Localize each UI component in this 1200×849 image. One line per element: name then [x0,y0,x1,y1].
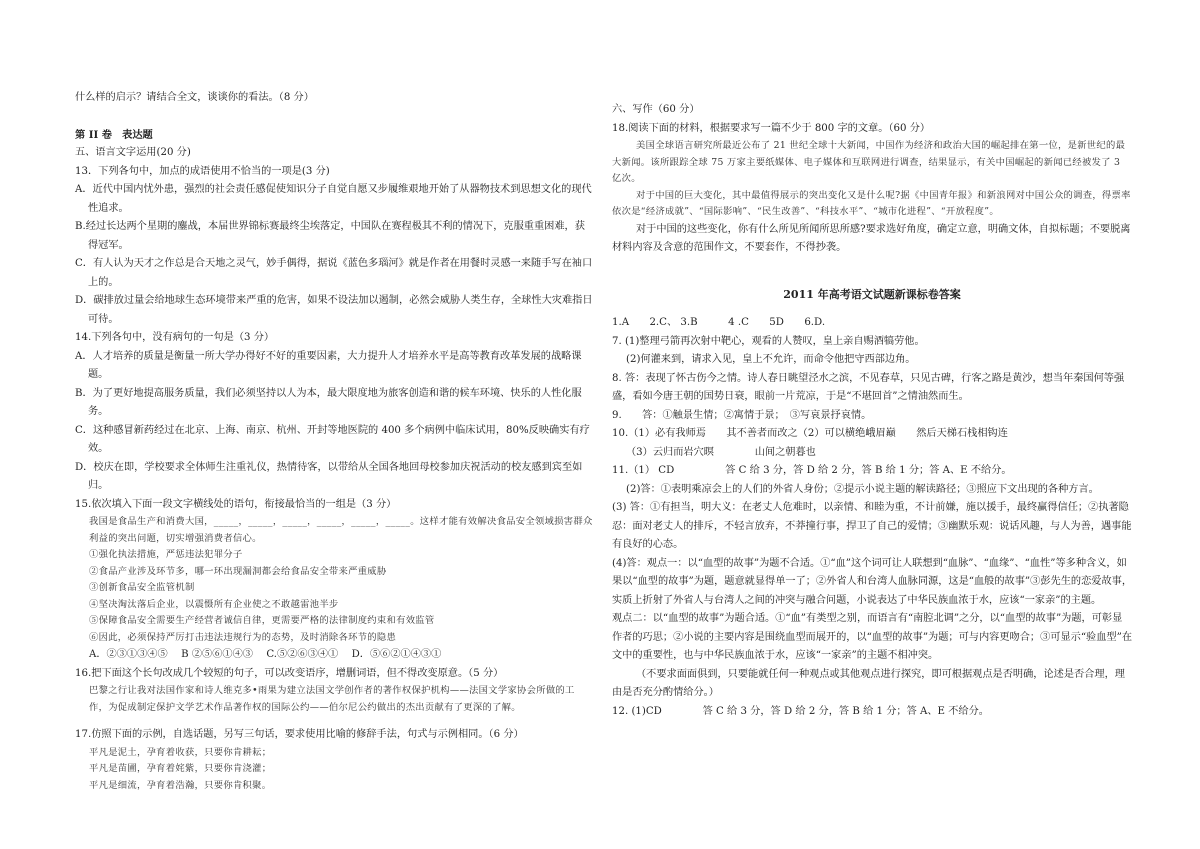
text-line: 对于中国的这些变化，你有什么所见所闻所思所感?要求选好角度，确定立意，明确文体，自拟标题；不要脱离材料内容及含意的范围作文，不要套作，不得抄袭。 [612,223,1131,253]
spacer [75,108,593,126]
text-line: 平凡是细流，孕育着浩瀚，只要你肯积聚。 [89,779,272,791]
text-line: 1.A 2.C、 3.B 4 .C 5D 6.D. [612,317,826,328]
text-line: ③创新食品安全监管机制 [89,582,195,593]
text-line: 平凡是苗圃，孕育着姹紫，只要你肯浇灌； [89,763,272,774]
text-line: C．这种感冒新药经过在北京、上海、南京、杭州、开封等地医院的 400 多个病例中临床试用，80%反映确实有疗效。 [75,424,590,454]
text-line: A．近代中国内忧外患，强烈的社会责任感促使知识分子自觉自愿又步履维艰地开始了从器物技术到思想文化的现代性追求。 [75,184,592,214]
text-line: 15.依次填入下面一段文字横线处的语句，衔接最恰当的一组是（3 分） [75,498,397,510]
text-line: 11.（1） CD 答 C 给 3 分，答 D 给 2 分，答 B 给 1 分；答 A、E 不给分。 [612,465,1012,476]
text-line: 什么样的启示？请结合全文，谈谈你的看法。（8 分） [75,92,314,103]
text-line: ②食品产业涉及环节多，哪一环出现漏洞都会给食品安全带来严重威胁 [89,565,387,577]
text-line: 8. 答：表现了怀古伤今之情。诗人春日眺望泾水之滨，不见春草，只见古碑，行客之路是黄沙，想当年秦国何等强盛，看如今唐王朝的国势日衰，眼前一片荒凉，于是“不堪回首”之情油然而生。 [612,372,1125,402]
text-line: 平凡是泥土，孕育着收获，只要你肯耕耘； [89,746,272,758]
answer-title: 2011 年高考语文试题新课标卷答案 [783,287,961,301]
text-line: （不要求面面俱到，只要能就任何一种观点或其他观点进行探究，即可根据观点是否明确，论述是否合理，理由是否充分酌情给分。） [612,668,1125,698]
text-line: (2)答：①表明乘凉会上的人们的外省人身份；②提示小说主题的解读路径；③照应下文出现的各种方言。 [626,483,1099,495]
text-line: 12. (1)CD 答 C 给 3 分，答 D 给 2 分，答 B 给 1 分；答 A、E 不给分。 [612,705,989,717]
left-column [75,89,593,794]
text-line: 16.把下面这个长句改成几个较短的句子，可以改变语序，增删词语，但不得改变原意。（5 分） [75,667,504,679]
text-line: D．碳排放过量会给地球生态环境带来严重的危害，如果不设法加以遏制，必然会威胁人类生存，全球性大灾难指日可待。 [75,295,593,325]
text-line: ①强化执法措施，严惩违法犯罪分子 [89,549,243,560]
text-line: (4)答：观点一：以“血型的故事”为题不合适。①“血”这个词可让人联想到“血脉”、“血缘”、“血性”等多种含义，如果以“血型的故事”为题，题意就显得单一了；②外省人和台湾人血脉同源，这是“血般的故事”③彭先生的恋爱故事，实质上折射了外省人与台湾人之间的冲突与融合问题，小说表达了中华民族血浓于水，应该“一家亲”的主题。 [612,557,1133,606]
spacer [612,276,1132,286]
text-line: B．为了更好地提高服务质量，我们必须坚持以人为本，最大限度地为旅客创造和谐的候车环境、快乐的人性化服务。 [75,387,582,417]
text-line: 我国是食品生产和消费大国，_____，_____，_____，_____，_____，_____。这样才能有效解决食品安全领域损害群众利益的突出问题，切实增强消费者信心。 [89,516,593,544]
text-line: D．校庆在即，学校要求全体师生注重礼仪，热情待客，以带给从全国各地回母校参加庆祝活动的校友感到宾至如归。 [75,461,583,491]
text-line: 17.仿照下面的示例，自选话题，另写三句话，要求使用比喻的修辞手法，句式与示例相同。（6 分） [75,729,524,740]
text-line: ⑥因此，必须保持严厉打击违法违规行为的态势，及时消除各环节的隐患 [89,631,397,643]
text-line: 18.阅读下面的材料，根据要求写一篇不少于 800 字的文章。（60 分） [612,122,931,134]
text-line: 五、语言文字运用(20 分) [75,147,191,158]
text-line: (2)何灌来到，请求入见，皇上不允许，而命令他把守西部边角。 [626,354,916,365]
spacer [75,716,593,726]
text-line: 第 II 卷 表达题 [75,128,153,141]
text-line: C．有人认为天才之作总是合天地之灵气，妙手偶得，据说《蓝色多瑙河》就是作者在用餐时灵感一来随手写在袖口上的。 [75,258,593,288]
text-line: 巴黎之行让我对法国作家和诗人维克多•雨果为建立法国文学创作者的著作权保护机构——法国文学家协会所做的工作，为促成制定保护文学艺术作品著作权的国际公约——伯尔尼公约做出的杰出贡献有了更深的了解。 [89,685,575,713]
text-line: 9. 答：①触景生情；②寓情于景； ③写哀景抒哀情。 [612,409,872,421]
text-line: 7. (1)整理弓箭再次射中靶心，观看的人赞叹，皇上亲自赐酒犒劳他。 [612,335,925,347]
text-line: 观点二：以“血型的故事”为题合适。①“血”有类型之别，而语言有“南腔北调”之分，以“血型的故事”为题，可彰显作者的巧思；②小说的主要内容是围绕血型而展开的，以“血型的故事”为题；可与内容更吻合；③可显示“验血型”在文中的重要性，也与中华民族血浓于水，应该“一家亲”的主题不相冲突。 [612,613,1133,661]
text-line: A．②③①③④⑤ B ②⑤⑥①④③ C.⑤②⑥③④① D．⑤⑥②①④③① [89,649,442,660]
spacer [612,304,1132,314]
text-line: 六、写作（60 分） [612,104,700,115]
text-line: 10.（1）必有我师焉 其不善者而改之（2）可以横绝峨眉巅 然后天梯石栈相钩连 [612,428,1008,439]
spacer [612,258,1132,276]
text-line: ⑤保障食品安全需要生产经营者诚信自律，更需要严格的法律制度约束和有效监管 [89,615,435,626]
text-line: （3）云归而岩穴暝 山间之朝暮也 [626,446,816,458]
text-line: B.经过长达两个星期的鏖战，本届世界锦标赛最终尘埃落定，中国队在赛程极其不利的情况下，克服重重困难，获得冠军。 [75,221,585,251]
text-line: 美国全球语言研究所最近公布了 21 世纪全球十大新闻，中国作为经济和政治大国的崛起排在第一位，是新世纪的最大新闻。该所跟踪全球 75 万家主要纸媒体、电子媒体和互联网进行调查，结果显示，有关中国崛起的新闻已经被发了 3 亿次。 [612,140,1126,184]
text-line: 13．下列各句中，加点的成语使用不恰当的一项是(3 分) [75,165,330,177]
text-line: 14.下列各句中，没有病句的一句是（3 分） [75,332,275,343]
text-line: ④坚决淘汰落后企业，以震慑所有企业使之不敢越雷池半步 [89,598,339,610]
text-line: 对于中国的巨大变化，其中最值得展示的突出变化又是什么呢?据《中国青年报》和新浪网对中国公众的调查，得票率依次是“经济成就”、“国际影响”、“民生改善”、“科技水平”、“城市化进程”、“开放程度”。 [612,189,1131,217]
text-line: (3) 答：①有担当，明大义：在老丈人危难时，以亲情、和睦为重，不计前嫌，施以援手，最终赢得信任；②执著隐忍：面对老丈人的排斥，不轻言放弃，不莽撞行事，捍卫了自己的爱情；③幽默乐观：说话风趣，与人为善，遇事能有良好的心态。 [612,502,1132,550]
text-line: A．人才培养的质量是衡量一所大学办得好不好的重要因素，大力提升人才培养水平是高等教育改革发展的战略课题。 [75,350,582,380]
right-column [612,101,1132,721]
